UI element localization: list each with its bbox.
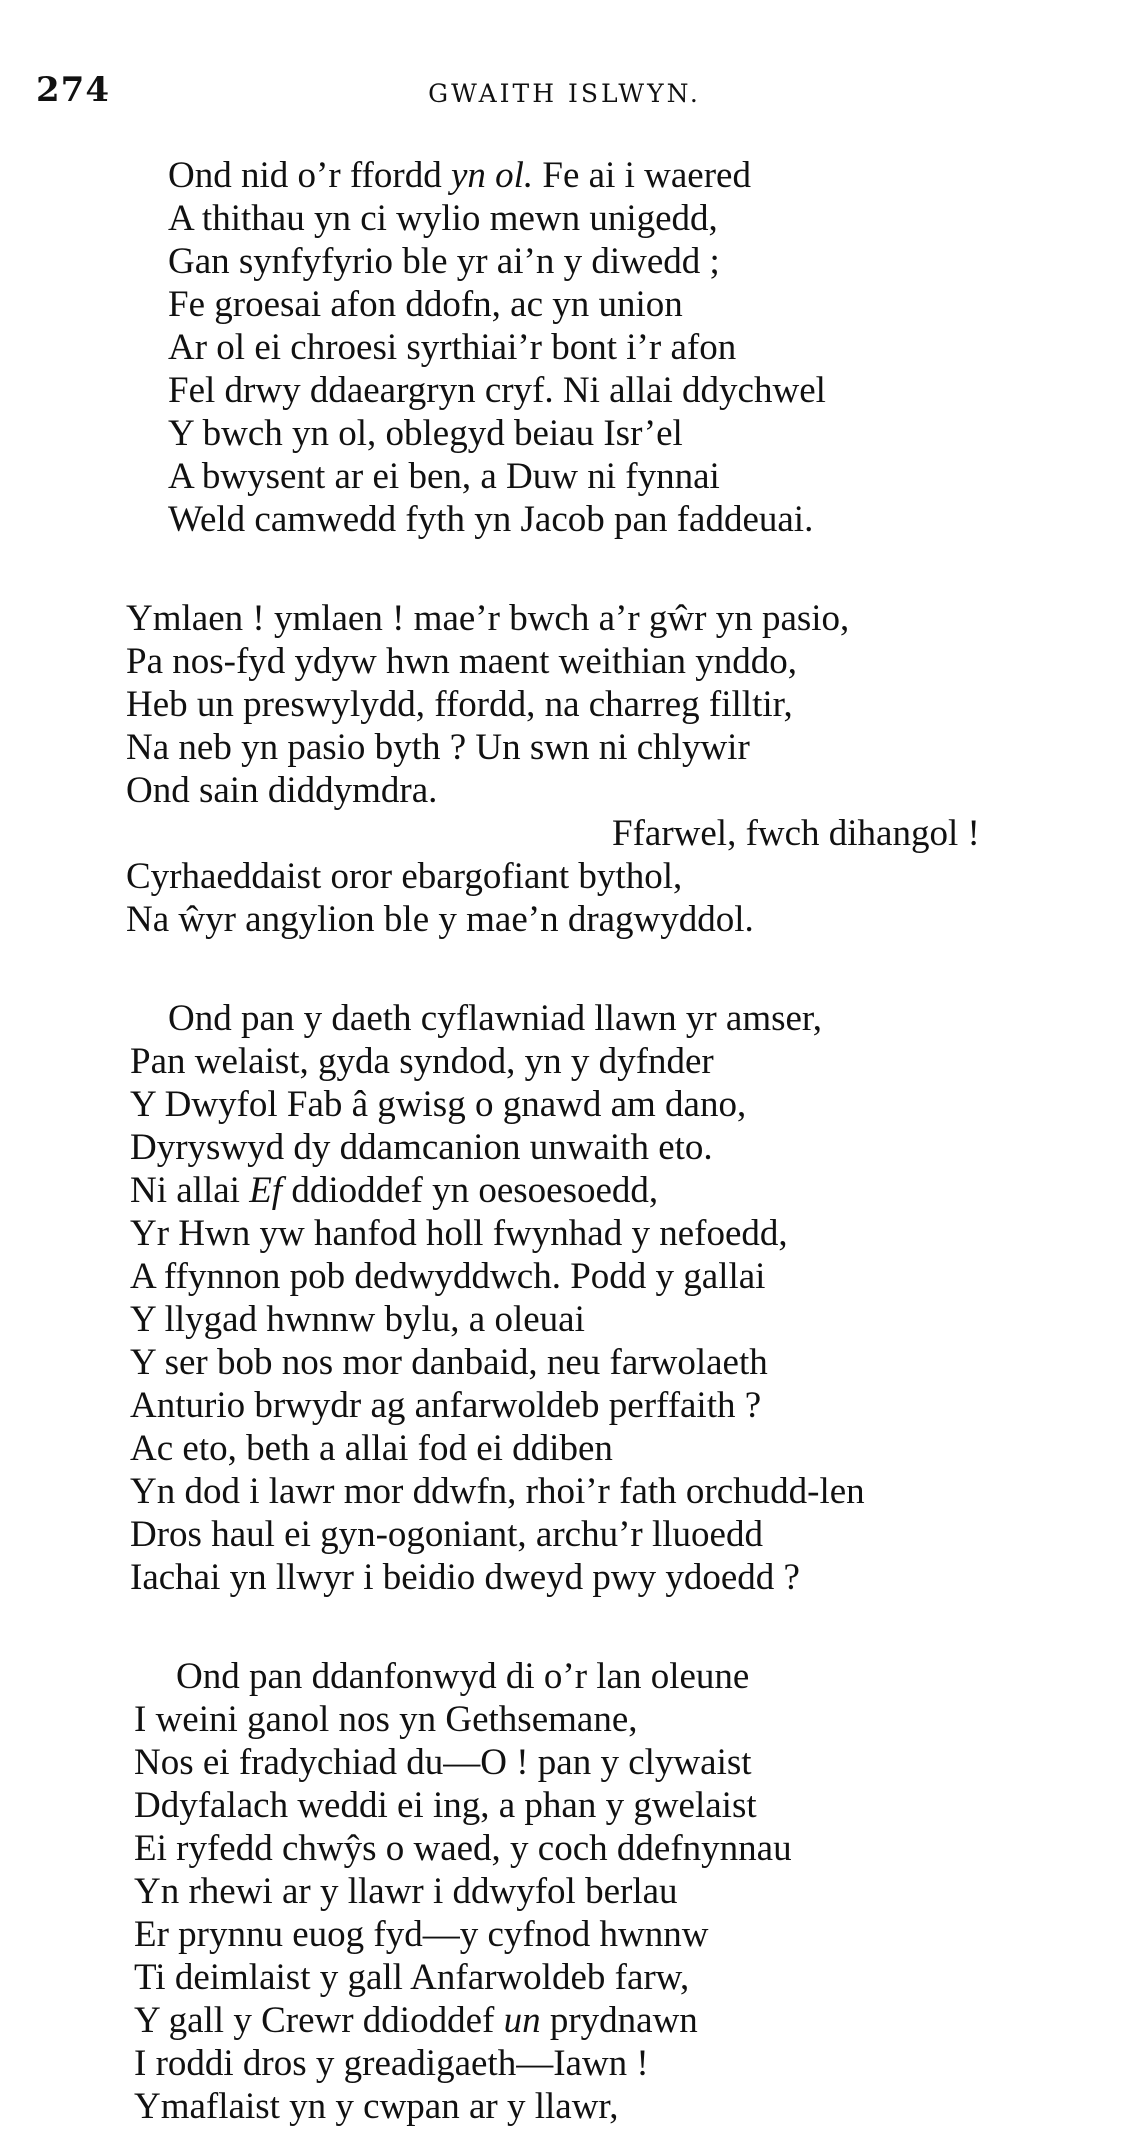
verse-line: Fe groesai afon ddofn, ac yn union (168, 284, 683, 325)
verse-line: Anturio brwydr ag anfarwoldeb perffaith ? (130, 1385, 762, 1426)
verse-line: Fel drwy ddaeargryn cryf. Ni allai ddychwel (168, 370, 826, 411)
italic-word: yn ol. (450, 155, 534, 196)
verse-line: Ond pan ddanfonwyd di o’r lan oleune (176, 1656, 750, 1697)
verse-line: Na neb yn pasio byth ? Un swn ni chlywir (126, 727, 750, 768)
verse-line: Nos ei fradychiad du—O ! pan y clywaist (134, 1742, 752, 1783)
verse-line: Y bwch yn ol, oblegyd beiau Isr’el (168, 413, 683, 454)
verse-line: Ei ryfedd chwŷs o waed, y coch ddefnynnau (134, 1828, 792, 1869)
verse-line: Ac eto, beth a allai fod ei ddiben (130, 1428, 613, 1469)
verse-line: Dyryswyd dy ddamcanion unwaith eto. (130, 1127, 713, 1168)
verse-line: Y gall y Crewr ddioddef un prydnawn (134, 2000, 698, 2041)
verse-line: Er prynnu euog fyd—y cyfnod hwnnw (134, 1914, 709, 1955)
verse-line: Yn rhewi ar y llawr i ddwyfol berlau (134, 1871, 678, 1912)
verse-line: Ond pan y daeth cyflawniad llawn yr amser, (168, 998, 823, 1039)
verse-line: Pan welaist, gyda syndod, yn y dyfnder (130, 1041, 714, 1082)
verse-line: Ffarwel, fwch dihangol ! (612, 813, 980, 854)
verse-line: Y Dwyfol Fab â gwisg o gnawd am dano, (130, 1084, 747, 1125)
verse-line: I roddi dros y greadigaeth—Iawn ! (134, 2043, 649, 2084)
verse-line: Ni allai Ef ddioddef yn oesoesoedd, (130, 1170, 659, 1211)
verse-line: Y ser bob nos mor danbaid, neu farwolaeth (130, 1342, 768, 1383)
verse-line: Heb un preswylydd, ffordd, na charreg filltir, (126, 684, 793, 725)
verse-line: Iachai yn llwyr i beidio dweyd pwy ydoedd ? (130, 1557, 800, 1598)
verse-line: Cyrhaeddaist oror ebargofiant bythol, (126, 856, 683, 897)
verse-line: Yn dod i lawr mor ddwfn, rhoi’r fath orchudd-len (130, 1471, 865, 1512)
italic-word: Ef (249, 1170, 283, 1211)
verse-line: Ond sain diddymdra. (126, 770, 438, 811)
verse-line: I weini ganol nos yn Gethsemane, (134, 1699, 638, 1740)
verse-line: A ffynnon pob dedwyddwch. Podd y gallai (130, 1256, 766, 1297)
verse-line: A bwysent ar ei ben, a Duw ni fynnai (168, 456, 720, 497)
verse-line: Ond nid o’r ffordd yn ol. Fe ai i waered (168, 155, 751, 196)
verse-line: Ar ol ei chroesi syrthiai’r bont i’r afon (168, 327, 737, 368)
verse-line: Ymaflaist yn y cwpan ar y llawr, (134, 2086, 619, 2127)
page-number: 274 (36, 70, 110, 110)
verse-line: Gan synfyfyrio ble yr ai’n y diwedd ; (168, 241, 720, 282)
verse-line: Weld camwedd fyth yn Jacob pan faddeuai. (168, 499, 814, 540)
verse-line: Ddyfalach weddi ei ing, a phan y gwelaist (134, 1785, 757, 1826)
verse-line: A thithau yn ci wylio mewn unigedd, (168, 198, 718, 239)
verse-line: Dros haul ei gyn-ogoniant, archu’r lluoedd (130, 1514, 763, 1555)
verse-line: Y llygad hwnnw bylu, a oleuai (130, 1299, 585, 1340)
verse-line: Yr Hwn yw hanfod holl fwynhad y nefoedd, (130, 1213, 788, 1254)
verse-line: Na ŵyr angylion ble y mae’n dragwyddol. (126, 899, 754, 940)
verse-line: Ymlaen ! ymlaen ! mae’r bwch a’r gŵr yn pasio, (126, 598, 850, 639)
running-header: GWAITH ISLWYN. (428, 79, 701, 108)
verse-line: Ti deimlaist y gall Anfarwoldeb farw, (134, 1957, 690, 1998)
italic-word: un (503, 2000, 541, 2041)
verse-line: Pa nos-fyd ydyw hwn maent weithian ynddo, (126, 641, 798, 682)
